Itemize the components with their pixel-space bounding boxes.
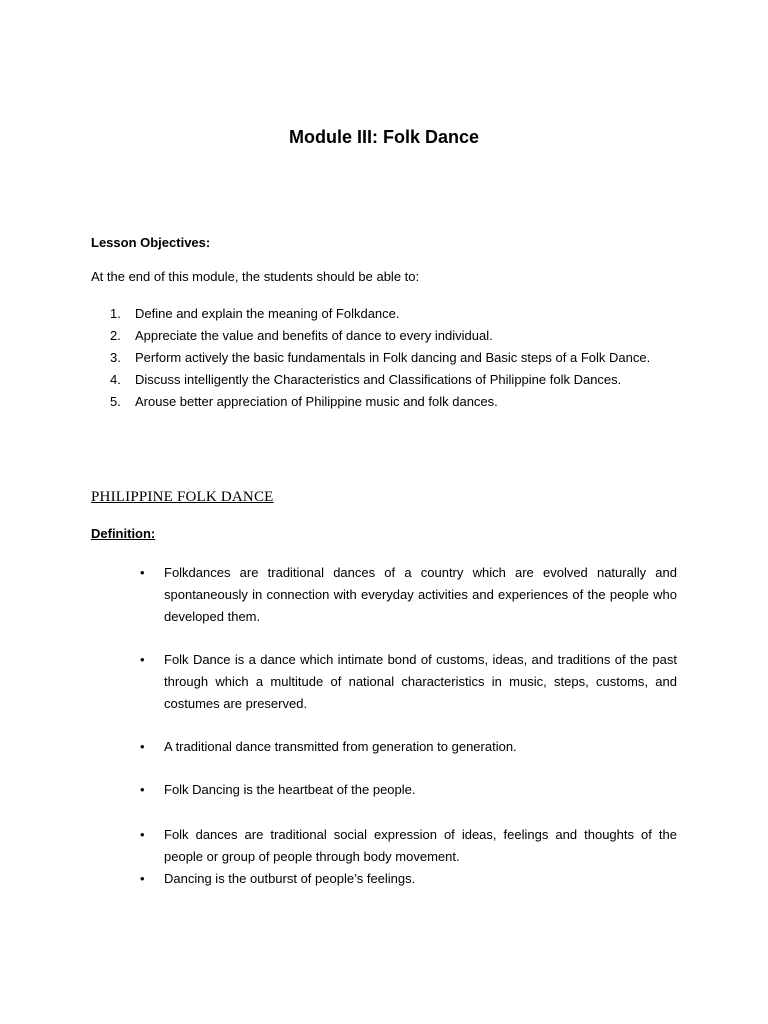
bullet-icon: • (140, 739, 145, 754)
objective-text: Appreciate the value and benefits of dance to every individual. (135, 328, 493, 343)
definition-heading: Definition: (91, 526, 156, 541)
objective-item (110, 303, 650, 325)
definition-item (140, 649, 677, 715)
objective-text: Define and explain the meaning of Folkdance. (135, 306, 400, 321)
objective-item (110, 347, 650, 369)
definition-text: A traditional dance transmitted from generation to generation. (164, 739, 517, 754)
definition-text: Folk Dancing is the heartbeat of the people. (164, 782, 416, 797)
objective-item (110, 325, 650, 347)
definition-text: Folk Dance is a dance which intimate bond of customs, ideas, and traditions of the past through which a multitude of national characteristics in music, steps, customs, and costumes are preserved. (164, 652, 677, 711)
objective-text: Arouse better appreciation of Philippine music and folk dances. (135, 394, 498, 409)
section-heading: PHILIPPINE FOLK DANCE (91, 489, 274, 505)
bullet-icon: • (140, 652, 145, 667)
objective-item (110, 369, 650, 391)
definition-item (140, 736, 677, 758)
objective-text: Discuss intelligently the Characteristics and Classifications of Philippine folk Dances. (135, 372, 622, 387)
definition-text: Dancing is the outburst of people’s feelings. (164, 871, 416, 886)
definition-item (140, 824, 677, 868)
page-title: Module III: Folk Dance (288, 127, 480, 147)
definition-item (140, 779, 677, 801)
objective-number: 4. (110, 372, 121, 387)
objective-text: Perform actively the basic fundamentals in Folk dancing and Basic steps of a Folk Dance. (135, 350, 651, 365)
objective-number: 2. (110, 328, 121, 343)
definition-text: Folkdances are traditional dances of a country which are evolved naturally and spontaneously in connection with everyday activities and experiences of the people who developed them. (164, 565, 677, 624)
bullet-icon: • (140, 827, 145, 842)
objectives-list (110, 303, 650, 413)
definition-item (140, 562, 677, 628)
definition-item (140, 868, 677, 890)
objective-item (110, 391, 650, 413)
bullet-icon: • (140, 871, 145, 886)
definition-text: Folk dances are traditional social expression of ideas, feelings and thoughts of the people or group of people through body movement. (164, 827, 677, 864)
lesson-objectives-heading: Lesson Objectives: (91, 235, 211, 250)
objective-number: 1. (110, 306, 121, 321)
objective-number: 5. (110, 394, 121, 409)
objectives-intro: At the end of this module, the students should be able to: (91, 269, 420, 284)
bullet-icon: • (140, 782, 145, 797)
objective-number: 3. (110, 350, 121, 365)
bullet-icon: • (140, 565, 145, 580)
